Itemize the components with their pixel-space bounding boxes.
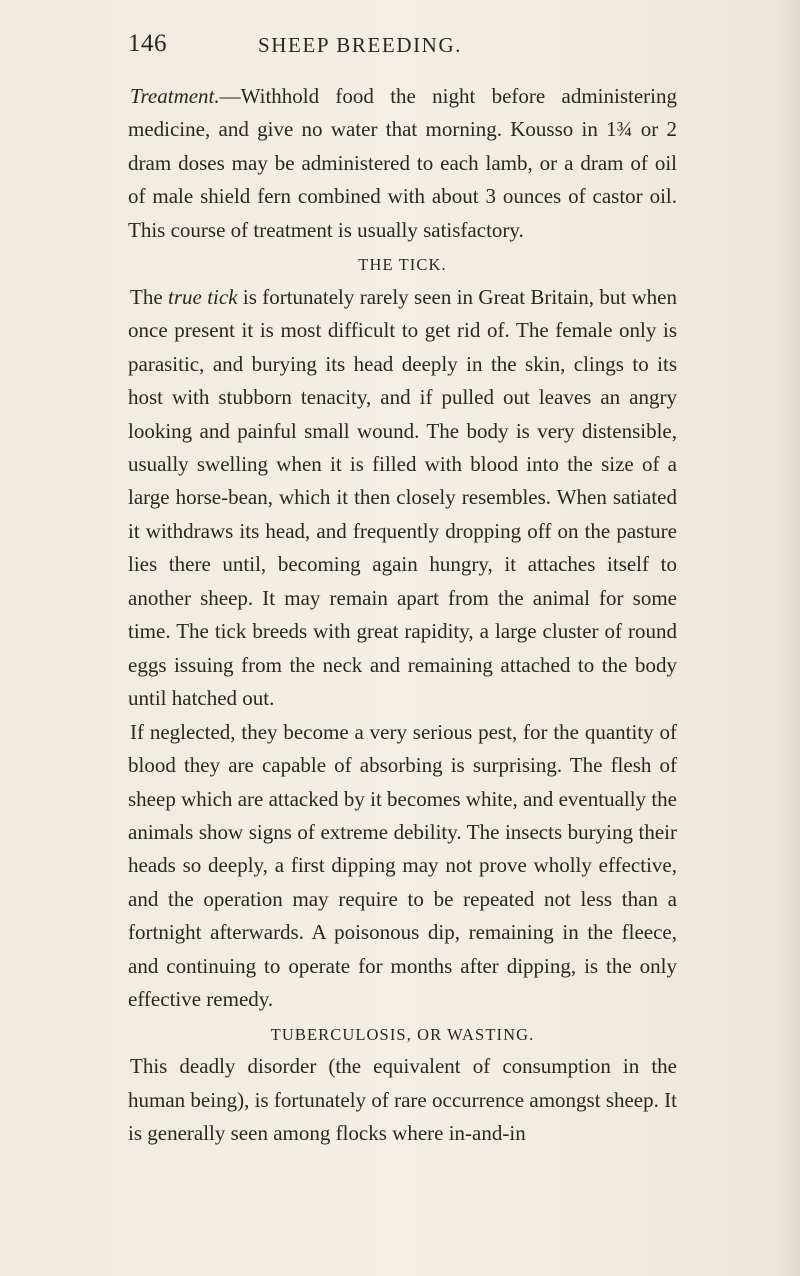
running-head xyxy=(128,30,676,70)
treatment-label: Treatment. xyxy=(130,84,220,108)
tick-paragraph-2: If neglected, they become a very serious pest, for the quantity of blood they are capable of absorbing is surprising. The flesh of sheep which are attacked by it becomes white, and eventually the animals show signs of extreme debility. The insects burying their heads so deeply, a first dipping may not prove wholly effective, and the operation may require to be repeated not less than a fortnight afterwards. A poisonous dip, remaining in the fleece, and continuing to operate for months after dipping, is the only effective remedy. xyxy=(128,719,677,1012)
page-number: 146 xyxy=(128,30,167,57)
tick-paragraph-1 xyxy=(128,281,677,716)
tuberculosis-heading: TUBERCULOSIS, OR WASTING. xyxy=(270,1024,535,1044)
true-tick-term: true tick xyxy=(168,284,238,309)
tick-heading: THE TICK. xyxy=(358,255,447,275)
tick-p1-start: The xyxy=(130,284,169,309)
treatment-paragraph xyxy=(128,80,677,247)
body-text xyxy=(128,80,677,1150)
tick-p1-rest: is fortunately rarely seen in Great Britain, but when once present it is most difficult to get rid of. The female only is parasitic, and burying its head deeply in the skin, clings to its host with stubborn tenacity, and if pulled out leaves an angry looking and painful small wound. The body is very distensible, usually swelling when it is filled with blood into the size of a large horse-bean, which it then closely resembles. When satiated it withdraws its head, and frequently dropping off on the pasture lies there until, becoming again hungry, it attaches itself to another sheep. It may remain apart from the animal for some time. The tick breeds with great rapidity, a large cluster of round eggs issuing from the neck and remaining attached to the body until hatched out. xyxy=(128,284,678,711)
tuberculosis-paragraph-1: This deadly disorder (the equivalent of consumption in the human being), is fortunately of rare occurrence amongst sheep. It is generally seen among flocks where in-and-in xyxy=(128,1054,677,1146)
running-title: SHEEP BREEDING. xyxy=(258,33,463,57)
treatment-text: —Withhold food the night before administering medicine, and give no water that morning. Kousso in 1¾ or 2 dram doses may be administered to each lamb, or a dram of oil of male shield fern combined with about 3 ounces of castor oil. This course of treatment is usually satisfactory. xyxy=(128,84,677,242)
page-edge-shadow xyxy=(778,0,800,1276)
